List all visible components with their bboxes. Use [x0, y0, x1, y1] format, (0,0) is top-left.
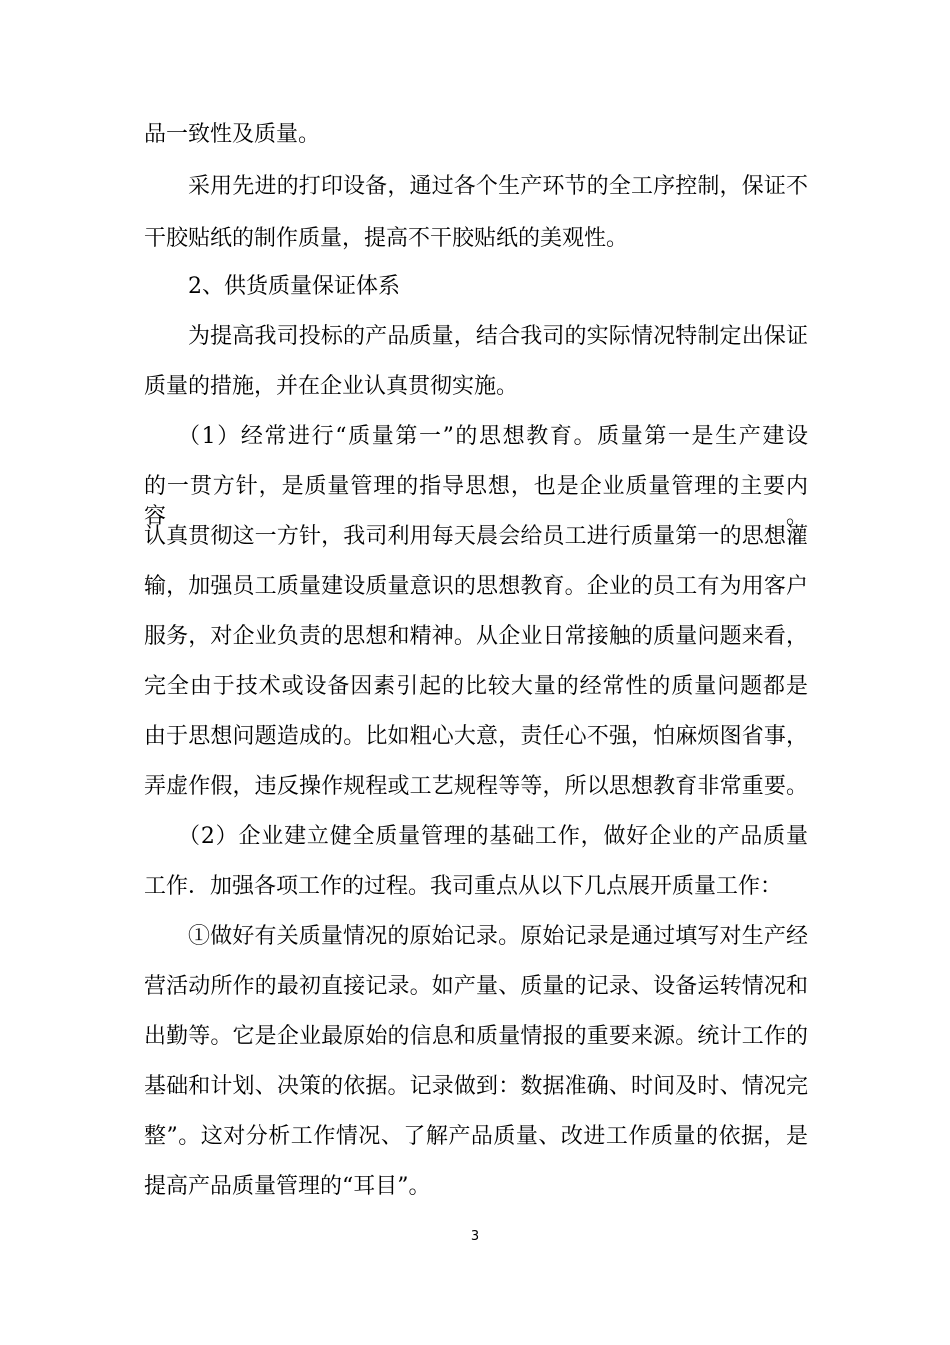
text-line: ①做好有关质量情况的原始记录。原始记录是通过填写对生产经 — [188, 924, 808, 949]
text-line: 基础和计划、决策的依据。记录做到：数据准确、时间及时、情况完 — [144, 1074, 808, 1099]
text-line: 工作．加强各项工作的过程。我司重点从以下几点展开质量工作： — [144, 874, 783, 899]
text-line: 出勤等。它是企业最原始的信息和质量情报的重要来源。统计工作的 — [144, 1024, 808, 1049]
text-line: 提高产品质量管理的“耳目”。 — [144, 1174, 431, 1199]
text-line: 整”。这对分析工作情况、了解产品质量、改进工作质量的依据，是 — [144, 1124, 808, 1149]
text-line: 采用先进的打印设备，通过各个生产环节的全工序控制，保证不 — [188, 174, 808, 199]
text-line: 服务，对企业负责的思想和精神。从企业日常接触的质量问题来看， — [144, 624, 808, 649]
text-line: 为提高我司投标的产品质量，结合我司的实际情况特制定出保证 — [188, 324, 808, 349]
text-line: 营活动所作的最初直接记录。如产量、质量的记录、设备运转情况和 — [144, 974, 808, 999]
text-line: 由于思想问题造成的。比如粗心大意，责任心不强，怕麻烦图省事， — [144, 724, 808, 749]
section-heading: 2、供货质量保证体系 — [188, 274, 400, 299]
text-line: 弄虚作假，违反操作规程或工艺规程等等，所以思想教育非常重要。 — [144, 774, 808, 799]
text-line: （2）企业建立健全质量管理的基础工作，做好企业的产品质量 — [178, 824, 808, 849]
text-line: 质量的措施，并在企业认真贯彻实施。 — [144, 374, 519, 399]
text-line: 的一贯方针，是质量管理的指导思想，也是企业质量管理的主要内容。 — [144, 474, 808, 529]
text-line: 认真贯彻这一方针，我司利用每天晨会给员工进行质量第一的思想灌 — [144, 524, 808, 549]
page-number: 3 — [470, 1229, 480, 1244]
text-line: 完全由于技术或设备因素引起的比较大量的经常性的质量问题都是 — [144, 674, 808, 699]
text-line: 品一致性及质量。 — [144, 122, 321, 147]
text-line: （1）经常进行“质量第一”的思想教育。质量第一是生产建设 — [178, 424, 808, 449]
text-line: 输，加强员工质量建设质量意识的思想教育。企业的员工有为用客户 — [144, 574, 808, 599]
text-line: 干胶贴纸的制作质量，提高不干胶贴纸的美观性。 — [144, 226, 629, 251]
